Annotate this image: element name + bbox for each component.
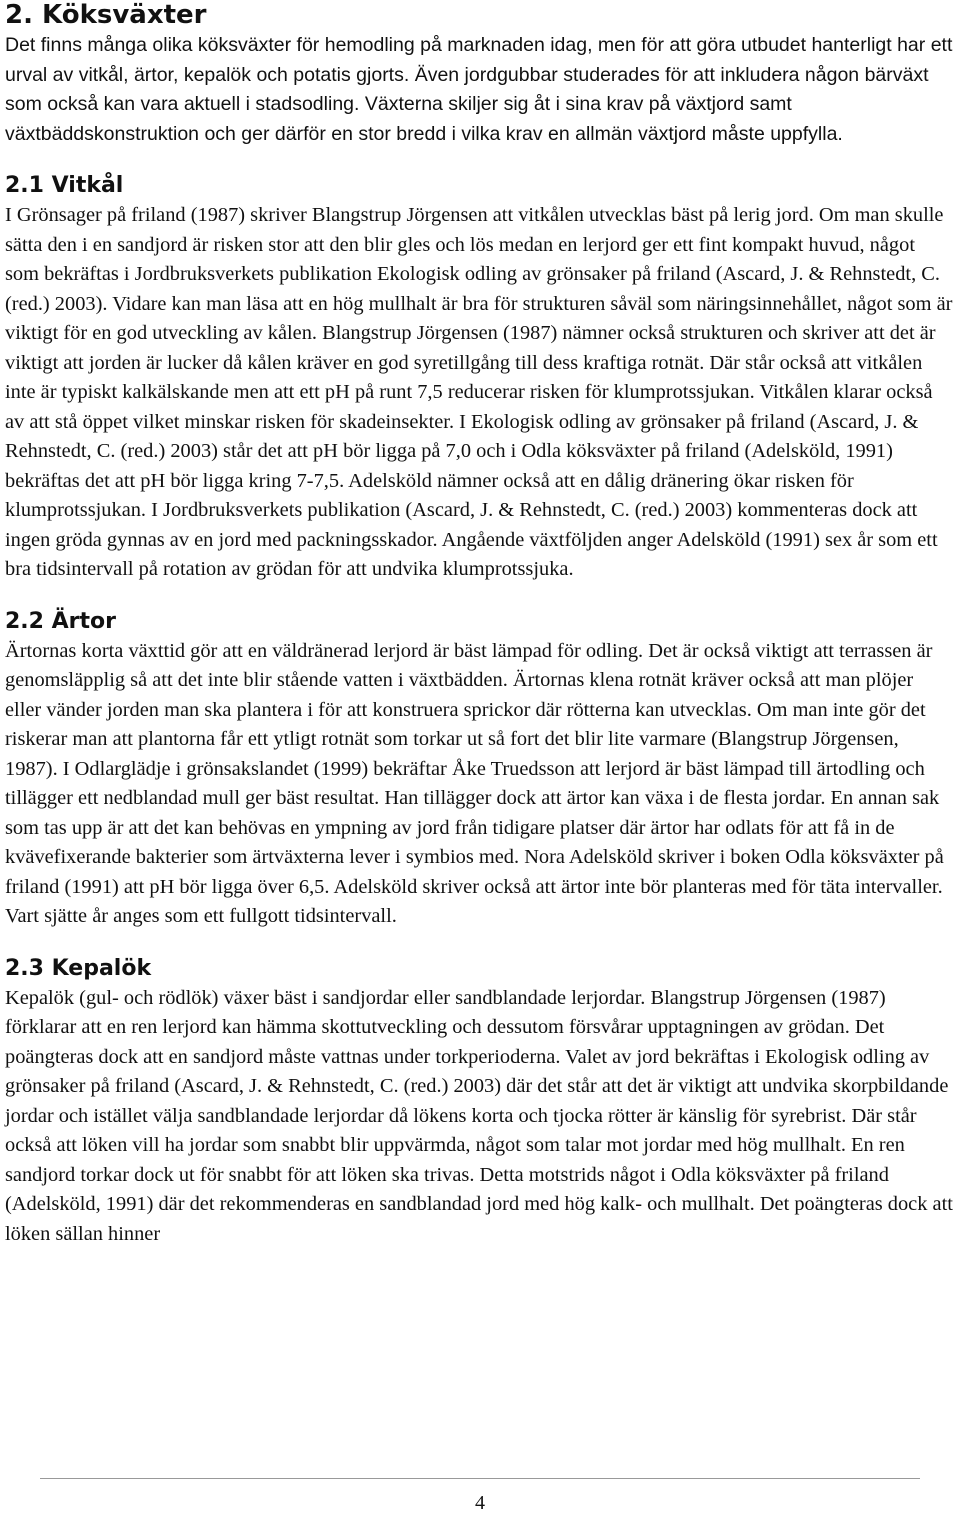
section-paragraph-vitkal: I Grönsager på friland (1987) skriver Blangstrup Jörgensen att vitkålen utvecklas bäst på lerig jord. Om man skulle sätta den i en sandjord är risken stor att den blir gles och lös medan en lerjord ger ett fint kompakt huvud, något som bekräftas i Jordbruksverkets publikation Ekologisk odling av grönsaker på friland (Ascard, J. & Rehnstedt, C. (red.) 2003). Vidare kan man läsa att en hög mullhalt är bra för strukturen såväl som näringsinnehållet, något som är viktigt för en god utveckling av kålen. Blangstrup Jörgensen (1987) nämner också strukturen och skriver att det är viktigt att jorden är lucker då kålen kräver en god syretillgång till dess kraftiga rotnät. Där står också att vitkålen inte är typiskt kalkälskande men att ett pH på runt 7,5 reducerar risken för klumprotssjukan. Vitkålen klarar också av att stå öppet vilket minskar risken för skadeinsekter. I Ekologisk odling av grönsaker på friland (Ascard, J. & Rehnstedt, C. (red.) 2003) står det att pH bör ligga på 7,0 och i Odla köksväxter på friland (Adelsköld, 1991) bekräftas det att pH bör ligga kring 7-7,5. Adelsköld nämner också att en dålig dränering ökar risken för klumprotssjukan. I Jordbruksverkets publikation (Ascard, J. & Rehnstedt, C. (red.) 2003) kommenteras dock att ingen gröda gynnas av en jord med packningsskador. Angående växtföljden anger Adelsköld (1991) sex år som ett bra tidsintervall på rotation av grödan för att undvika klumprotssjuka. xyxy=(5,204,953,580)
chapter-intro-paragraph: Det finns många olika köksväxter för hemodling på marknaden idag, men för att göra utbudet hanterligt har ett urval av vitkål, ärtor, kepalök och potatis gjorts. Även jordgubbar studerades för att inkludera någon bärväxt som också kan vara aktuell i stadsodling. Växterna skiljer sig åt i sina krav på växtjord samt växtbäddskonstruktion och ger därför en stor bredd i vilka krav en allmän växtjord måste uppfylla. xyxy=(5,34,953,145)
footer-divider xyxy=(40,1478,920,1479)
page-number: 4 xyxy=(475,1492,485,1514)
section-paragraph-kepalok: Kepalök (gul- och rödlök) växer bäst i sandjordar eller sandblandade lerjordar. Blangstrup Jörgensen (1987) förklarar att en ren lerjord kan hämma skottutveckling och dessutom försvårar upptagningen av grödan. Det poängteras dock att en sandjord måste vattnas under torkperioderna. Valet av jord bekräftas i Ekologisk odling av grönsaker på friland (Ascard, J. & Rehnstedt, C. (red.) 2003) där det står att det är viktigt att undvika skorpbildande jordar och istället välja sandblandade lerjordar då lökens korta och tjocka rötter är känslig för syrebrist. Där står också att löken vill ha jordar som snabbt blir uppvärmda, något som talar mot jordar med hög mullhalt. En ren sandjord torkar dock ut för snabbt för att löken ska trivas. Detta motstrids något i Odla köksväxter på friland (Adelsköld, 1991) där det rekommenderas en sandblandad jord med hög kalk- och mullhalt. Det poängteras dock att löken sällan hinner xyxy=(5,986,953,1245)
section-heading-kepalok: 2.3 Kepalök xyxy=(5,955,152,981)
chapter-heading: 2. Köksväxter xyxy=(5,0,207,30)
section-heading-artor: 2.2 Ärtor xyxy=(5,608,116,634)
section-heading-vitkal: 2.1 Vitkål xyxy=(5,173,124,198)
section-paragraph-artor: Ärtornas korta växttid gör att en väldränerad lerjord är bäst lämpad för odling. Det är också viktigt att terrassen är genomsläpplig så att det inte blir stående vatten i växtbädden. Ärtornas klena rotnät kräver också att man plöjer eller vänder jorden man ska plantera i för att konstruera sprickor där rötterna kan utvecklas. Om man inte gör det riskerar man att plantorna får ett ytligt rotnät som torkar ut så fort det blir lite varmare (Blangstrup Jörgensen, 1987). I Odlarglädje i grönsakslandet (1999) bekräftar Åke Truedsson att lerjord är bäst lämpad till ärtodling och tillägger ett nedblandad mull ger bäst resultat. Han tillägger dock att ärtor kan växa i de flesta jordar. En annan sak som tas upp är att det kan behövas en ympning av jord från tidigare platser där ärtor har odlats för att få in de kvävefixerande bakterier som ärtväxterna lever i symbios med. Nora Adelsköld skriver i boken Odla köksväxter på friland (1991) att pH bör ligga över 6,5. Adelsköld skriver också att ärtor inte bör planteras med för täta intervaller. Vart sjätte år anges som ett fullgott tidsintervall. xyxy=(5,639,944,927)
